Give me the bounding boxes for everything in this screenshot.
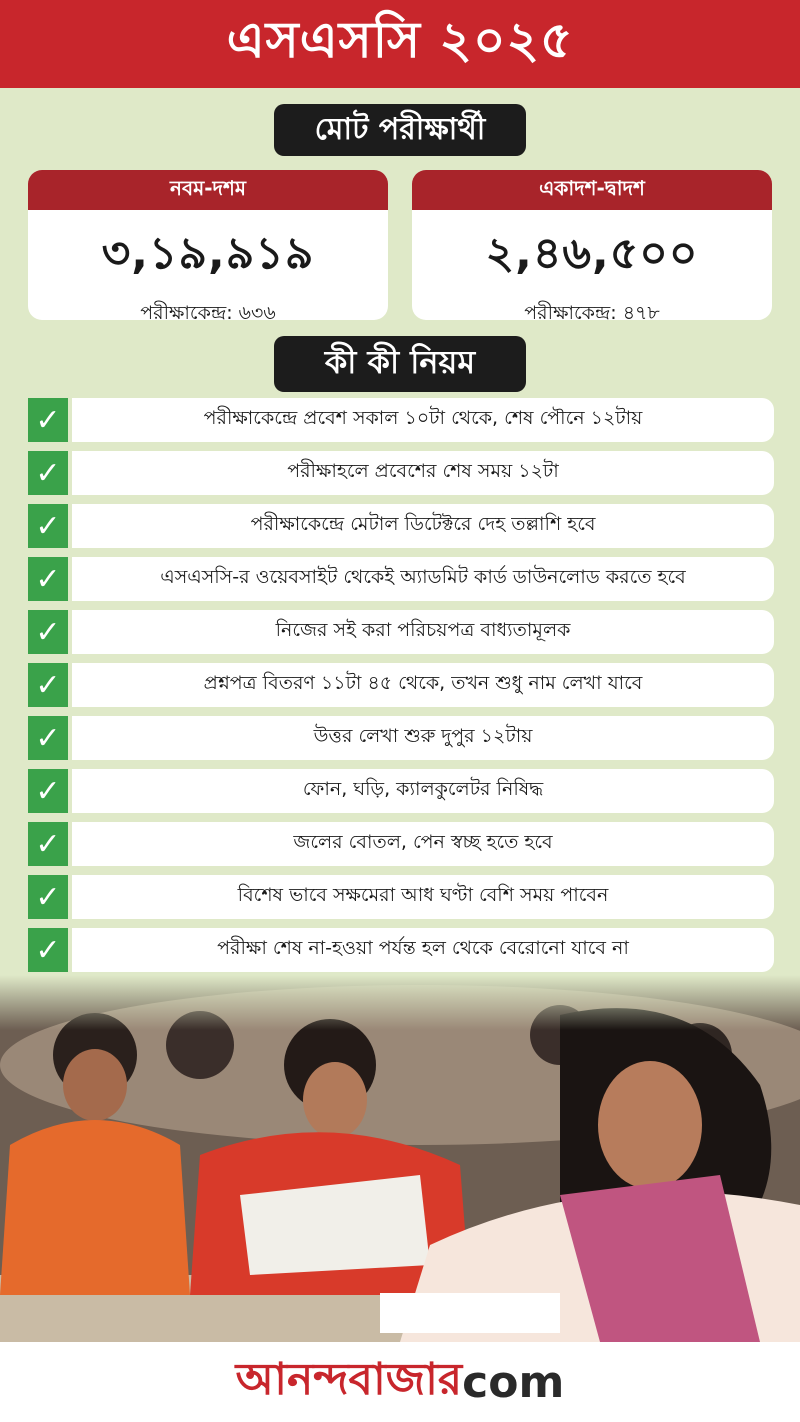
rule-item — [28, 504, 774, 548]
rule-text: বিশেষ ভাবে সক্ষমেরা আধ ঘণ্টা বেশি সময় পাবেন — [72, 875, 774, 919]
rule-text: উত্তর লেখা শুরু দুপুর ১২টায় — [72, 716, 774, 760]
rule-item — [28, 557, 774, 601]
stat-card-centres: পরীক্ষাকেন্দ্র: ৪৭৮ — [524, 302, 660, 320]
checkmark-icon: ✓ — [28, 663, 68, 707]
page-title: এসএসসি ২০২৫ — [226, 10, 574, 69]
stat-card-centres: পরীক্ষাকেন্দ্র: ৬৩৬ — [140, 302, 276, 320]
stat-card-group: নবম-দশম — [28, 170, 388, 210]
checkmark-icon: ✓ — [28, 928, 68, 972]
checkmark-icon: ✓ — [28, 822, 68, 866]
checkmark-icon: ✓ — [28, 451, 68, 495]
checkmark-icon: ✓ — [28, 557, 68, 601]
checkmark-icon: ✓ — [28, 398, 68, 442]
checkmark-icon: ✓ — [28, 610, 68, 654]
stat-card-class-9-10 — [28, 170, 388, 320]
header-banner — [0, 0, 800, 88]
rule-text: পরীক্ষাহলে প্রবেশের শেষ সময় ১২টা — [72, 451, 774, 495]
checkmark-icon: ✓ — [28, 875, 68, 919]
rule-text: পরীক্ষাকেন্দ্রে প্রবেশ সকাল ১০টা থেকে, শেষ পৌনে ১২টায় — [72, 398, 774, 442]
rule-text: ফোন, ঘড়ি, ক্যালকুলেটর নিষিদ্ধ — [72, 769, 774, 813]
checkmark-icon: ✓ — [28, 716, 68, 760]
total-candidates-label: মোট পরীক্ষার্থী — [274, 104, 526, 156]
rule-item — [28, 610, 774, 654]
rule-item — [28, 716, 774, 760]
rule-item — [28, 398, 774, 442]
stat-card-count: ৩,১৯,৯১৯ — [101, 228, 315, 279]
brand-logo-main: আনন্দবাজার — [235, 1353, 463, 1405]
rule-item — [28, 822, 774, 866]
rule-item — [28, 451, 774, 495]
exam-hall-photo — [0, 975, 800, 1342]
stat-card-count: ২,৪৬,৫০০ — [485, 228, 699, 279]
brand-logo-suffix: com — [462, 1356, 565, 1408]
rule-text: নিজের সই করা পরিচয়পত্র বাধ্যতামূলক — [72, 610, 774, 654]
rule-item — [28, 928, 774, 972]
rule-text: পরীক্ষা শেষ না-হওয়া পর্যন্ত হল থেকে বেরোনো যাবে না — [72, 928, 774, 972]
checkmark-icon: ✓ — [28, 769, 68, 813]
rules-list — [28, 398, 774, 981]
students-illustration — [0, 975, 800, 1342]
rule-item — [28, 769, 774, 813]
stat-card-group: একাদশ-দ্বাদশ — [412, 170, 772, 210]
stat-card-class-11-12 — [412, 170, 772, 320]
footer-brand — [0, 1342, 800, 1422]
checkmark-icon: ✓ — [28, 504, 68, 548]
rule-text: পরীক্ষাকেন্দ্রে মেটাল ডিটেক্টরে দেহ তল্লাশি হবে — [72, 504, 774, 548]
rule-text: এসএসসি-র ওয়েবসাইট থেকেই অ্যাডমিট কার্ড ডাউনলোড করতে হবে — [72, 557, 774, 601]
rule-item — [28, 875, 774, 919]
rule-text: প্রশ্নপত্র বিতরণ ১১টা ৪৫ থেকে, তখন শুধু নাম লেখা যাবে — [72, 663, 774, 707]
rules-heading: কী কী নিয়ম — [274, 336, 526, 392]
rule-item — [28, 663, 774, 707]
rule-text: জলের বোতল, পেন স্বচ্ছ হতে হবে — [72, 822, 774, 866]
